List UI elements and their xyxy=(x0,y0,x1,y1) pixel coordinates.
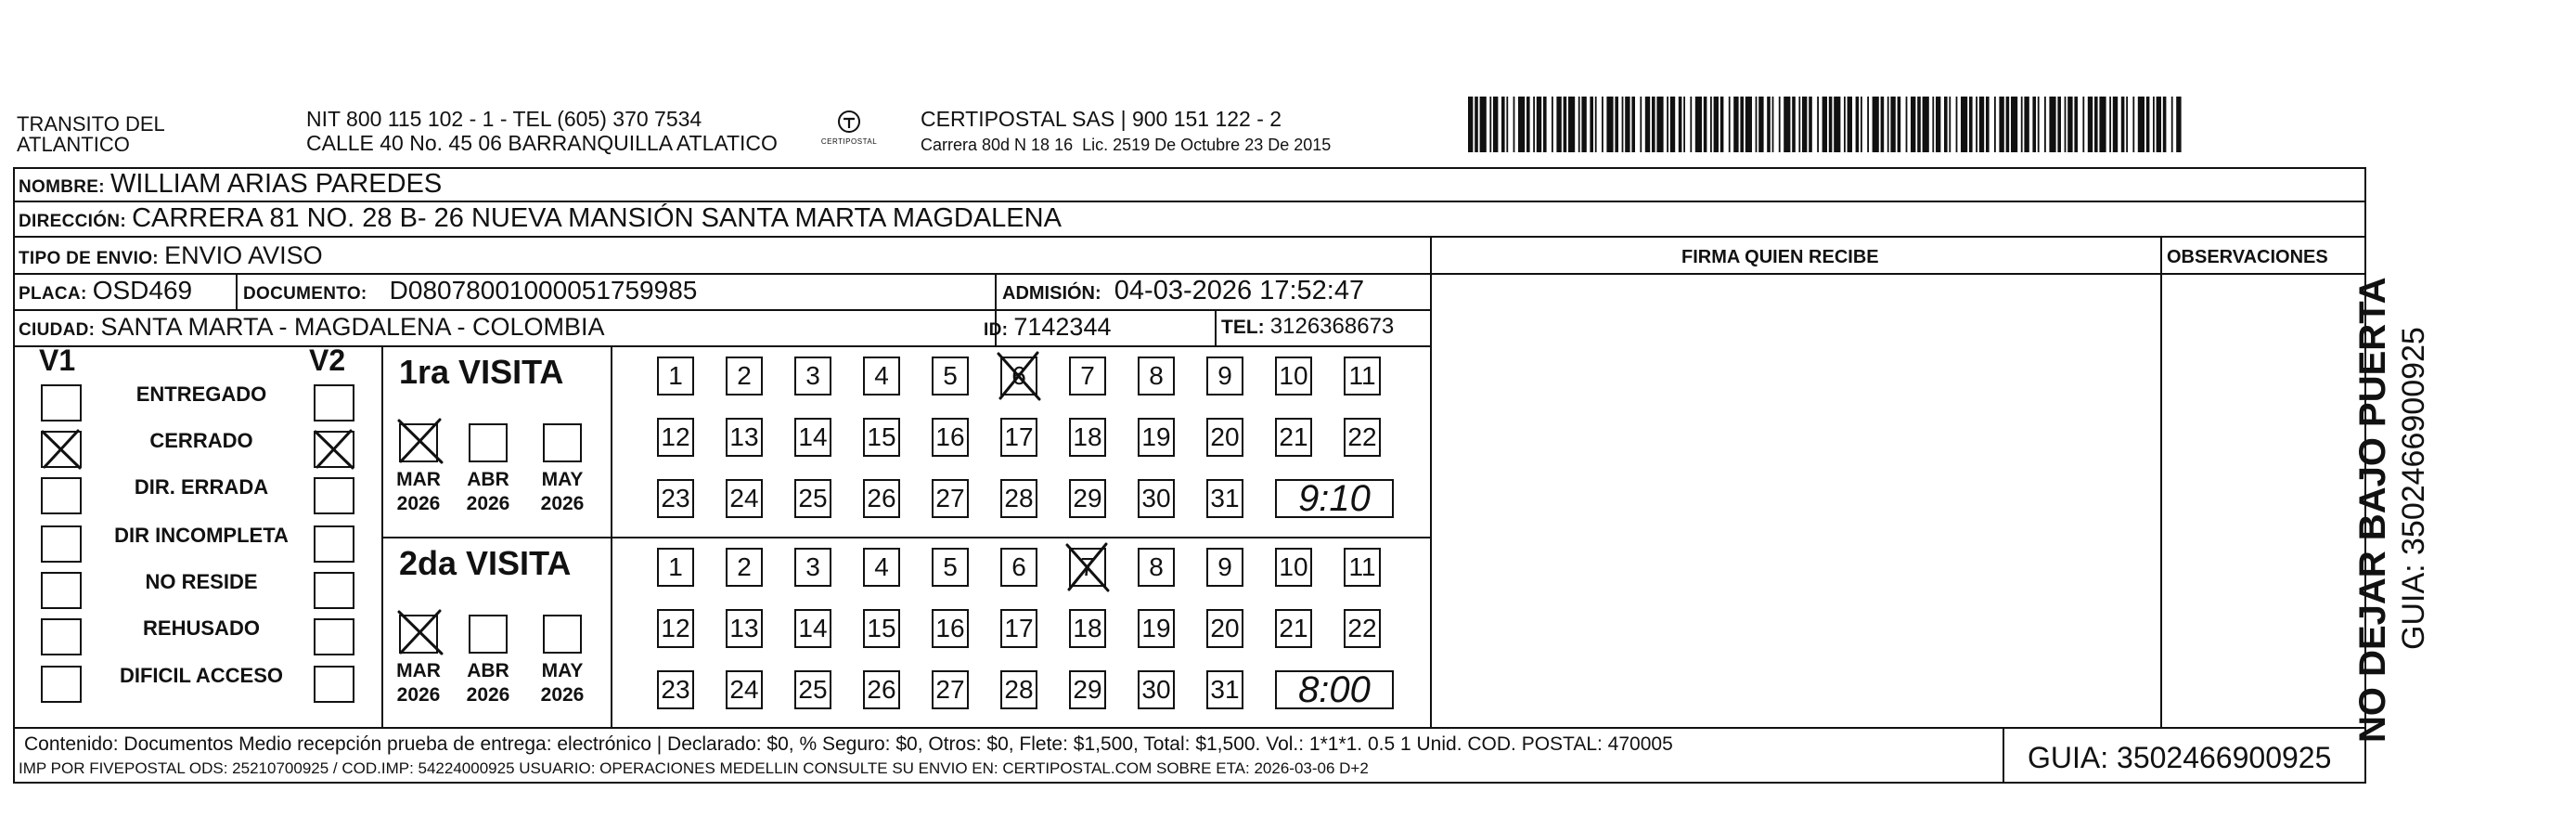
admision-row xyxy=(1002,276,1365,305)
tel-label: TEL: xyxy=(1221,317,1265,338)
admision-value: 04-03-2026 17:52:47 xyxy=(1114,276,1365,305)
barcode-bar xyxy=(1615,97,1618,152)
barcode-bar xyxy=(1740,97,1744,152)
barcode-bar xyxy=(2109,97,2111,152)
barcode-bar xyxy=(2057,97,2061,152)
month-checkbox[interactable] xyxy=(543,423,582,462)
day-box[interactable]: 16 xyxy=(932,418,969,457)
month-check-mark xyxy=(397,418,444,464)
month-checkbox[interactable] xyxy=(543,615,582,654)
barcode-bar xyxy=(1906,97,1908,152)
tel-row xyxy=(1221,315,1394,340)
col-divider xyxy=(236,273,238,309)
barcode-bar xyxy=(1969,97,1973,152)
day-box[interactable]: 23 xyxy=(657,479,694,518)
sender-nit: NIT 800 115 102 - 1 - TEL (605) 370 7534 xyxy=(306,107,702,131)
barcode-bar xyxy=(1798,97,1800,152)
barcode-bar xyxy=(1537,97,1541,152)
day-box[interactable]: 26 xyxy=(863,479,900,518)
firma-header: FIRMA QUIEN RECIBE xyxy=(1681,247,1879,267)
placa-value: OSD469 xyxy=(92,276,193,305)
time-box[interactable]: 8:00 xyxy=(1275,670,1394,709)
barcode-bar xyxy=(1923,97,1929,152)
row-divider xyxy=(13,309,1430,311)
row-divider xyxy=(13,236,2366,238)
v1-header: V1 xyxy=(39,344,76,377)
barcode-bar xyxy=(1645,97,1650,152)
barcode-bar xyxy=(2038,97,2040,152)
barcode-bar xyxy=(1867,97,1869,152)
status-label: DIR INCOMPLETA xyxy=(114,524,289,547)
row-divider xyxy=(381,537,1430,538)
observaciones-header: OBSERVACIONES xyxy=(2167,247,2328,267)
v2-checkbox[interactable] xyxy=(314,618,354,655)
day-box[interactable]: 4 xyxy=(863,357,900,396)
barcode-bar xyxy=(1756,97,1758,152)
placa-row xyxy=(19,276,193,306)
visit-title: 1ra VISITA xyxy=(399,353,564,391)
barcode-bar xyxy=(2067,97,2072,152)
month-label: MAY 2026 xyxy=(540,660,585,706)
barcode-bar xyxy=(2163,97,2167,152)
direccion-value: CARRERA 81 NO. 28 B- 26 NUEVA MANSIÓN SANTA MARTA MAGDALENA xyxy=(132,203,1062,233)
day-box[interactable]: 8 xyxy=(1138,548,1175,587)
day-box[interactable]: 10 xyxy=(1275,357,1312,396)
time-box[interactable]: 9:10 xyxy=(1275,479,1394,518)
day-box[interactable]: 29 xyxy=(1069,479,1106,518)
barcode-bar xyxy=(1595,97,1597,152)
barcode-bar xyxy=(1679,97,1682,152)
day-box[interactable]: 23 xyxy=(657,670,694,709)
barcode-bar xyxy=(1767,97,1771,152)
tipo-label: TIPO DE ENVIO: xyxy=(19,249,159,268)
barcode-bar xyxy=(2157,97,2161,152)
barcode-bar xyxy=(1856,97,1860,152)
barcode-bar xyxy=(2032,97,2036,152)
day-box[interactable]: 22 xyxy=(1344,609,1381,648)
month-label: ABR 2026 xyxy=(466,469,510,514)
barcode-bar xyxy=(1622,97,1624,152)
barcode-bar xyxy=(1533,97,1535,152)
barcode-bar xyxy=(2024,97,2029,152)
v2-check-mark xyxy=(314,429,354,470)
barcode-bar xyxy=(2021,97,2023,152)
barcode-bar xyxy=(1784,97,1790,152)
month-label: ABR 2026 xyxy=(466,660,510,706)
barcode-bar xyxy=(1890,97,1895,152)
barcode-bar xyxy=(2171,97,2173,152)
visit-title: 2da VISITA xyxy=(399,544,572,582)
carrier-name: CERTIPOSTAL SAS | 900 151 122 - 2 xyxy=(921,107,1282,131)
barcode-bar xyxy=(1979,97,1984,152)
v2-checkbox[interactable] xyxy=(314,666,354,703)
barcode-bar xyxy=(2088,97,2093,152)
day-box[interactable]: 25 xyxy=(794,479,831,518)
barcode-bar xyxy=(2126,97,2128,152)
barcode-bar xyxy=(1956,97,1958,152)
barcode-bar xyxy=(1475,97,1478,152)
barcode-bar xyxy=(2094,97,2098,152)
barcode-bar xyxy=(1683,97,1685,152)
barcode-bar xyxy=(1518,97,1525,152)
month-checkbox[interactable] xyxy=(469,423,508,462)
status-label: ENTREGADO xyxy=(135,383,267,406)
day-box[interactable]: 2 xyxy=(726,548,763,587)
day-box[interactable]: 1 xyxy=(657,357,694,396)
barcode-bar xyxy=(1994,97,1996,152)
barcode-bar xyxy=(1468,97,1473,152)
barcode-bar xyxy=(1911,97,1915,152)
barcode-bar xyxy=(1834,97,1840,152)
day-box[interactable]: 9 xyxy=(1206,357,1243,396)
direccion-label: DIRECCIÓN: xyxy=(19,212,126,231)
ciudad-label: CIUDAD: xyxy=(19,320,96,340)
barcode-bar xyxy=(1961,97,1967,152)
v2-checkbox[interactable] xyxy=(314,384,354,421)
day-box[interactable]: 5 xyxy=(932,357,969,396)
barcode-bar xyxy=(1881,97,1885,152)
barcode-bar xyxy=(1873,97,1879,152)
barcode-bar xyxy=(1704,97,1707,152)
barcode-bar xyxy=(1817,97,1819,152)
v2-header: V2 xyxy=(309,344,346,377)
day-box[interactable]: 20 xyxy=(1206,418,1243,457)
v2-checkbox[interactable] xyxy=(314,525,354,563)
barcode-bar xyxy=(1590,97,1593,152)
day-box[interactable]: 30 xyxy=(1138,479,1175,518)
day-box[interactable]: 25 xyxy=(794,670,831,709)
footer-guia: GUIA: 3502466900925 xyxy=(2028,741,2332,774)
v1-checkbox[interactable] xyxy=(41,477,82,514)
row-divider xyxy=(1430,273,2366,275)
barcode-bar xyxy=(1625,97,1629,152)
barcode-bar xyxy=(1848,97,1852,152)
id-row xyxy=(984,315,1111,343)
barcode-bar xyxy=(1640,97,1642,152)
barcode-bar xyxy=(2082,97,2084,152)
barcode-bar xyxy=(1656,97,1663,152)
barcode-bar xyxy=(1695,97,1702,152)
barcode-bar xyxy=(1898,97,1901,152)
barcode-bar xyxy=(1652,97,1655,152)
day-box[interactable]: 8 xyxy=(1138,357,1175,396)
day-box[interactable]: 10 xyxy=(1275,548,1312,587)
barcode-bar xyxy=(1772,97,1774,152)
day-box[interactable]: 28 xyxy=(1000,479,1037,518)
day-box[interactable]: 31 xyxy=(1206,479,1243,518)
day-box[interactable]: 15 xyxy=(863,418,900,457)
status-label: REHUSADO xyxy=(143,616,260,640)
status-label: DIFICIL ACCESO xyxy=(119,664,283,687)
barcode-bar xyxy=(1526,97,1530,152)
documento-value: D08078001000051759985 xyxy=(389,276,698,305)
day-check-mark xyxy=(997,351,1041,401)
sender-address: CALLE 40 No. 45 06 BARRANQUILLA ATLATICO xyxy=(306,131,778,155)
day-box[interactable]: 27 xyxy=(932,670,969,709)
day-box[interactable]: 18 xyxy=(1069,418,1106,457)
day-box[interactable]: 29 xyxy=(1069,670,1106,709)
day-box[interactable]: 7 xyxy=(1069,548,1106,587)
barcode-bar xyxy=(2153,97,2155,152)
col-divider xyxy=(1430,236,1432,727)
day-box[interactable]: 3 xyxy=(794,357,831,396)
documento-label: DOCUMENTO: xyxy=(243,284,367,304)
day-box[interactable]: 19 xyxy=(1138,609,1175,648)
barcode-bar xyxy=(1578,97,1580,152)
day-box[interactable]: 18 xyxy=(1069,609,1106,648)
day-box[interactable]: 24 xyxy=(726,479,763,518)
day-box[interactable]: 26 xyxy=(863,670,900,709)
day-box[interactable]: 11 xyxy=(1344,357,1381,396)
day-box[interactable]: 30 xyxy=(1138,670,1175,709)
month-label: MAR 2026 xyxy=(396,469,441,514)
day-box[interactable]: 2 xyxy=(726,357,763,396)
v1-check-mark xyxy=(41,429,82,470)
barcode-bar xyxy=(1552,97,1553,152)
barcode-bar xyxy=(2121,97,2125,152)
logo-text: CERTIPOSTAL xyxy=(820,137,878,146)
col-divider xyxy=(611,345,612,727)
barcode-bar xyxy=(2006,97,2010,152)
day-check-mark xyxy=(1065,542,1110,592)
barcode xyxy=(1468,97,2190,152)
day-box[interactable]: 6 xyxy=(1000,357,1037,396)
v2-checkbox[interactable] xyxy=(314,572,354,609)
barcode-bar xyxy=(1714,97,1719,152)
v1-checkbox[interactable] xyxy=(41,618,82,655)
day-box[interactable]: 12 xyxy=(657,418,694,457)
barcode-bar xyxy=(1844,97,1846,152)
barcode-bar xyxy=(1944,97,1948,152)
month-label: MAR 2026 xyxy=(396,660,441,706)
tipo-row xyxy=(19,243,323,271)
day-box[interactable]: 19 xyxy=(1138,418,1175,457)
barcode-bar xyxy=(1887,97,1889,152)
barcode-bar xyxy=(1861,97,1862,152)
month-checkbox[interactable] xyxy=(469,615,508,654)
ciudad-row xyxy=(19,315,605,343)
barcode-bar xyxy=(1758,97,1763,152)
col-divider xyxy=(2160,236,2162,727)
v1-checkbox[interactable] xyxy=(41,666,82,703)
month-label: MAY 2026 xyxy=(540,469,585,514)
barcode-bar xyxy=(1949,97,1951,152)
nombre-row xyxy=(19,169,443,200)
month-check-mark xyxy=(397,609,444,655)
tel-value: 3126368673 xyxy=(1269,314,1395,339)
col-divider xyxy=(381,345,383,727)
day-box[interactable]: 15 xyxy=(863,609,900,648)
barcode-bar xyxy=(1543,97,1547,152)
barcode-bar xyxy=(1792,97,1796,152)
id-value: 7142344 xyxy=(1013,313,1112,341)
barcode-bar xyxy=(1829,97,1833,152)
day-box[interactable]: 17 xyxy=(1000,609,1037,648)
id-label: ID: xyxy=(984,320,1009,340)
ciudad-value: SANTA MARTA - MAGDALENA - COLOMBIA xyxy=(100,313,605,341)
day-box[interactable]: 5 xyxy=(932,548,969,587)
day-box[interactable]: 3 xyxy=(794,548,831,587)
barcode-bar xyxy=(1501,97,1505,152)
carrier-address: Carrera 80d N 18 16 Lic. 2519 De Octubre 23 De 2015 xyxy=(921,136,1332,154)
day-box[interactable]: 17 xyxy=(1000,418,1037,457)
day-box[interactable]: 21 xyxy=(1275,609,1312,648)
barcode-bar xyxy=(1568,97,1575,152)
day-box[interactable]: 21 xyxy=(1275,418,1312,457)
barcode-bar xyxy=(1710,97,1712,152)
barcode-bar xyxy=(1581,97,1586,152)
day-box[interactable]: 31 xyxy=(1206,670,1243,709)
col-divider xyxy=(2003,727,2004,784)
day-box[interactable]: 12 xyxy=(657,609,694,648)
barcode-bar xyxy=(1976,97,1977,152)
barcode-bar xyxy=(1729,97,1731,152)
day-box[interactable]: 14 xyxy=(794,609,831,648)
barcode-bar xyxy=(1917,97,1921,152)
barcode-bar xyxy=(1733,97,1738,152)
barcode-bar xyxy=(1999,97,2003,152)
day-box[interactable]: 6 xyxy=(1000,548,1037,587)
row-divider xyxy=(13,727,2366,729)
barcode-bar xyxy=(2099,97,2106,152)
barcode-bar xyxy=(1564,97,1567,152)
barcode-bar xyxy=(2146,97,2150,152)
barcode-bar xyxy=(1606,97,1613,152)
v1-checkbox[interactable] xyxy=(41,572,82,609)
day-box[interactable]: 28 xyxy=(1000,670,1037,709)
nombre-value: WILLIAM ARIAS PAREDES xyxy=(110,169,443,199)
col-divider xyxy=(1215,309,1217,345)
barcode-bar xyxy=(1556,97,1561,152)
imp-text: IMP POR FIVEPOSTAL ODS: 25210700925 / COD.IMP: 54224000925 USUARIO: OPERACIONES MEDELLIN CONSULTE SU ENVIO EN: CERTIPOSTAL.COM SOBRE ETA: 2026-03-06 D+2 xyxy=(19,759,1369,777)
v1-checkbox[interactable] xyxy=(41,525,82,563)
side-guia: GUIA: 3502466900925 xyxy=(2396,327,2431,650)
barcode-bar xyxy=(2011,97,2017,152)
barcode-bar xyxy=(1802,97,1807,152)
barcode-bar xyxy=(2113,97,2118,152)
status-label: NO RESIDE xyxy=(145,570,258,593)
day-box[interactable]: 4 xyxy=(863,548,900,587)
barcode-bar xyxy=(2176,97,2181,152)
barcode-bar xyxy=(1670,97,1675,152)
row-divider xyxy=(13,201,2366,202)
status-label: CERRADO xyxy=(149,429,253,452)
barcode-bar xyxy=(1986,97,1990,152)
contenido-text: Contenido: Documentos Medio recepción prueba de entrega: electrónico | Declarado: $0, % Seguro: $0, Otros: $0, Flete: $1,500, Total: $1,500. Vol.: 1*1*1. 0.5 1 Unid. COD. POSTAL: 470005 xyxy=(24,733,1673,755)
barcode-bar xyxy=(1720,97,1724,152)
sender-name-line2: ATLANTICO xyxy=(17,133,130,156)
status-label: DIR. ERRADA xyxy=(134,475,269,499)
day-box[interactable]: 24 xyxy=(726,670,763,709)
day-box[interactable]: 20 xyxy=(1206,609,1243,648)
form-frame xyxy=(13,167,2366,784)
barcode-bar xyxy=(1667,97,1668,152)
sender-name-line1: TRANSITO DEL xyxy=(17,112,165,136)
day-box[interactable]: 7 xyxy=(1069,357,1106,396)
day-box[interactable]: 13 xyxy=(726,418,763,457)
day-box[interactable]: 13 xyxy=(726,609,763,648)
row-divider xyxy=(13,345,1430,347)
documento-row xyxy=(243,276,698,306)
barcode-bar xyxy=(1779,97,1781,152)
barcode-bar xyxy=(2065,97,2067,152)
v1-checkbox[interactable] xyxy=(41,384,82,421)
barcode-bar xyxy=(1506,97,1508,152)
barcode-bar xyxy=(1480,97,1487,152)
barcode-bar xyxy=(1745,97,1752,152)
barcode-bar xyxy=(2049,97,2055,152)
day-box[interactable]: 9 xyxy=(1206,548,1243,587)
day-box[interactable]: 22 xyxy=(1344,418,1381,457)
barcode-bar xyxy=(1602,97,1604,152)
barcode-bar xyxy=(1489,97,1491,152)
barcode-bar xyxy=(1809,97,1812,152)
day-box[interactable]: 16 xyxy=(932,609,969,648)
v2-checkbox[interactable] xyxy=(314,477,354,514)
barcode-bar xyxy=(2138,97,2145,152)
placa-label: PLACA: xyxy=(19,284,87,304)
barcode-bar xyxy=(1936,97,1940,152)
nombre-label: NOMBRE: xyxy=(19,177,105,197)
barcode-bar xyxy=(2132,97,2134,152)
barcode-bar xyxy=(1690,97,1692,152)
direccion-row xyxy=(19,203,1062,234)
row-divider xyxy=(13,273,1430,275)
day-box[interactable]: 11 xyxy=(1344,548,1381,587)
barcode-bar xyxy=(1932,97,1934,152)
side-warning: NO DEJAR BAJO PUERTA xyxy=(2352,277,2393,743)
admision-label: ADMISIÓN: xyxy=(1002,283,1101,304)
tipo-value: ENVIO AVISO xyxy=(164,241,323,269)
barcode-bar xyxy=(1823,97,1827,152)
barcode-bar xyxy=(2044,97,2046,152)
barcode-bar xyxy=(1513,97,1515,152)
barcode-bar xyxy=(2074,97,2078,152)
day-box[interactable]: 1 xyxy=(657,548,694,587)
day-box[interactable]: 14 xyxy=(794,418,831,457)
barcode-bar xyxy=(1493,97,1498,152)
certipostal-logo xyxy=(807,110,891,152)
day-box[interactable]: 27 xyxy=(932,479,969,518)
barcode-bar xyxy=(1631,97,1635,152)
